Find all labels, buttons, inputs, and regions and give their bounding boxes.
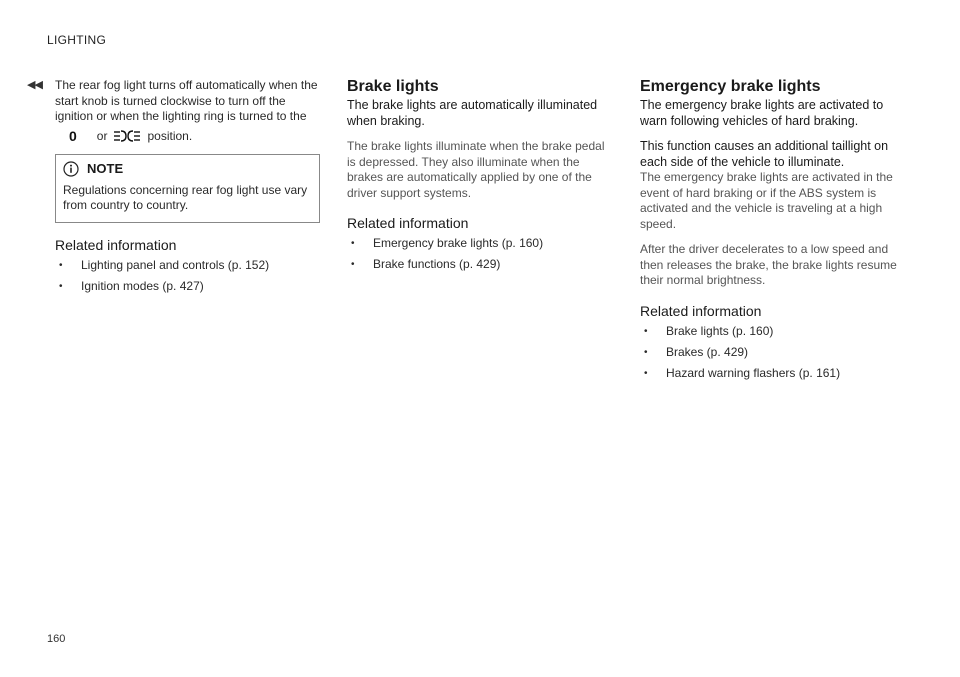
related-link[interactable] [347, 257, 609, 272]
related-link-label: Ignition modes (p. 427) [81, 278, 204, 293]
emergency-brake-lights-heading: Emergency brake lights [640, 78, 821, 95]
related-links-list [55, 258, 320, 294]
note-box [55, 154, 320, 223]
related-info-heading: Related information [55, 236, 177, 253]
related-link[interactable] [640, 345, 902, 360]
position-word: position. [147, 128, 193, 143]
fog-light-intro-text: The rear fog light turns off automatically when the start knob is turned clockwise to turn off the ignition or when the lighting ring is turned to the [55, 78, 318, 123]
bullet-icon: • [351, 259, 355, 270]
related-link[interactable] [55, 258, 320, 273]
emergency-brake-lead: The emergency brake lights are activated to warn following vehicles of hard braking. [640, 98, 884, 128]
related-link-label: Lighting panel and controls (p. 152) [81, 257, 270, 272]
related-link[interactable] [347, 236, 609, 251]
bullet-icon: • [644, 325, 648, 337]
related-link-label: Brake functions (p. 429) [373, 257, 501, 271]
note-text: Regulations concerning rear fog light use vary from country to country. [63, 182, 308, 212]
related-info-heading: Related information [640, 302, 762, 319]
brake-lights-body: The brake lights illuminate when the brake pedal is depressed. They also illuminate when the brakes are automatically applied by one of the driver support systems. [347, 139, 605, 200]
bullet-icon: • [644, 346, 648, 358]
continued-arrows-icon: ◀◀ [27, 79, 42, 91]
bullet-icon: • [59, 280, 63, 292]
related-link-label: Emergency brake lights (p. 160) [373, 236, 544, 250]
related-links-list [640, 324, 902, 381]
emergency-brake-body-2: After the driver decelerates to a low speed and then releases the brake, the brake lights resume their normal brightness. [640, 242, 897, 287]
bullet-icon: • [59, 259, 63, 271]
note-title: NOTE [87, 161, 124, 176]
bullet-icon: • [351, 238, 355, 249]
related-link-label: Brakes (p. 429) [666, 344, 749, 359]
related-link-label: Hazard warning flashers (p. 161) [666, 365, 841, 380]
brake-lights-heading: Brake lights [347, 78, 439, 95]
emergency-brake-body-1: The emergency brake lights are activated in the event of hard braking or if the ABS system is activated and the vehicle is traveling at a high speed. [640, 170, 893, 231]
related-link[interactable] [640, 324, 902, 339]
related-link[interactable] [640, 366, 902, 381]
related-info-heading: Related information [347, 215, 469, 231]
related-link-label: Brake lights (p. 160) [666, 323, 774, 338]
note-header [63, 161, 320, 177]
parking-light-icon [113, 129, 141, 143]
page-number: 160 [47, 633, 66, 645]
bullet-icon: • [644, 367, 648, 379]
column-emergency-brake-lights [640, 78, 902, 387]
related-link[interactable] [55, 279, 320, 294]
emergency-brake-lead-2: This function causes an additional taillight on each side of the vehicle to illuminate. [640, 139, 889, 169]
brake-lights-lead: The brake lights are automatically illuminated when braking. [347, 98, 598, 128]
position-line [55, 129, 320, 144]
section-header: LIGHTING [47, 33, 107, 47]
ignition-zero-symbol: 0 [69, 127, 77, 144]
related-links-list [347, 236, 609, 272]
position-or-text: or [96, 128, 108, 143]
column-brake-lights [347, 78, 609, 278]
info-circle-icon [63, 161, 79, 177]
column-fog-light-continued [55, 78, 320, 300]
